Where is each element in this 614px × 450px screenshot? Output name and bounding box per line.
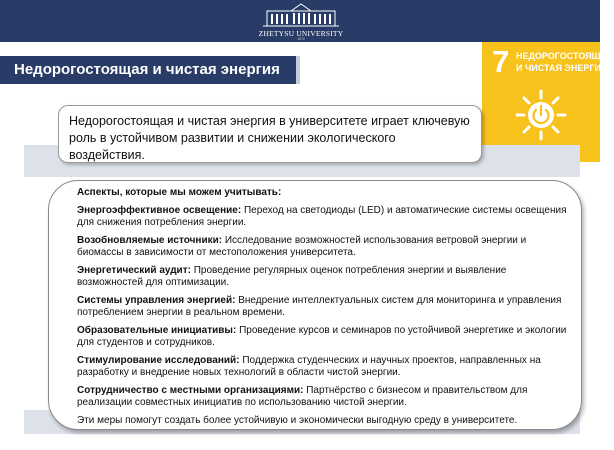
aspect-item-text: Проведение регулярных оценок потребления энергии и выявление возможностей для оптимизации. <box>77 264 507 288</box>
aspect-item-label: Сотрудничество с местными организациями: <box>77 384 304 396</box>
aspect-item-text: Переход на светодиоды (LED) и автоматические системы освещения для снижения потребления энергии. <box>77 204 567 228</box>
university-building-icon <box>261 2 341 28</box>
aspect-item <box>77 355 571 380</box>
aspect-item <box>77 265 571 290</box>
aspect-item-text: Поддержка студенческих и научных проектов, направленных на разработку и внедрение новых технологий в области чистой энергии. <box>77 354 541 378</box>
aspect-item-label: Энергетический аудит: <box>77 264 191 276</box>
sdg-title-line-2: И ЧИСТАЯ ЭНЕРГИЯ <box>516 63 608 73</box>
aspect-item-text: Проведение курсов и семинаров по устойчивой энергетике и экологии для студентов и сотрудников. <box>77 324 567 348</box>
slide-title-bar <box>0 56 300 84</box>
aspect-item-label: Энергоэффективное освещение: <box>77 204 242 216</box>
slide-title: Недорогостоящая и чистая энергия <box>14 61 280 78</box>
university-logo <box>253 2 349 40</box>
aspect-item-label: Возобновляемые источники: <box>77 234 223 246</box>
sun-power-icon <box>514 88 568 142</box>
university-name: ZHETYSU UNIVERSITY <box>258 29 344 38</box>
aspect-item <box>77 385 571 410</box>
aspect-item-label: Системы управления энергией: <box>77 294 236 306</box>
aspects-closing: Эти меры помогут создать более устойчивую и экономически выгодную среду в университете. <box>77 414 518 426</box>
sdg-title-line-1: НЕДОРОГОСТОЯЩАЯ <box>516 51 614 61</box>
header-bar <box>0 0 600 42</box>
aspect-item-text: Партнёрство с бизнесом и правительством для реализации совместных инициатив по использованию чистой энергии. <box>77 384 528 408</box>
aspects-box <box>48 180 582 430</box>
aspect-item <box>77 295 571 320</box>
logo-year: 1972 <box>297 37 305 41</box>
sdg-number: 7 <box>492 44 510 79</box>
aspect-item-label: Стимулирование исследований: <box>77 354 240 366</box>
intro-text-box <box>58 105 482 163</box>
sdg-title <box>516 50 614 74</box>
aspect-item <box>77 325 571 350</box>
aspect-item-text: Исследование возможностей использования ветровой энергии и биомассы в зависимости от местоположения университета. <box>77 234 527 258</box>
aspect-item-label: Образовательные инициативы: <box>77 324 237 336</box>
aspects-heading: Аспекты, которые мы можем учитывать: <box>77 187 282 198</box>
aspect-item <box>77 205 571 230</box>
aspect-item-text: Внедрение интеллектуальных систем для мониторинга и управления потреблением энергии в реальном времени. <box>77 294 562 318</box>
sdg-goal-badge <box>482 42 614 162</box>
aspect-item <box>77 235 571 260</box>
intro-text: Недорогостоящая и чистая энергия в университете играет ключевую роль в устойчивом развитии и снижении экологического воздействия. <box>69 114 470 162</box>
